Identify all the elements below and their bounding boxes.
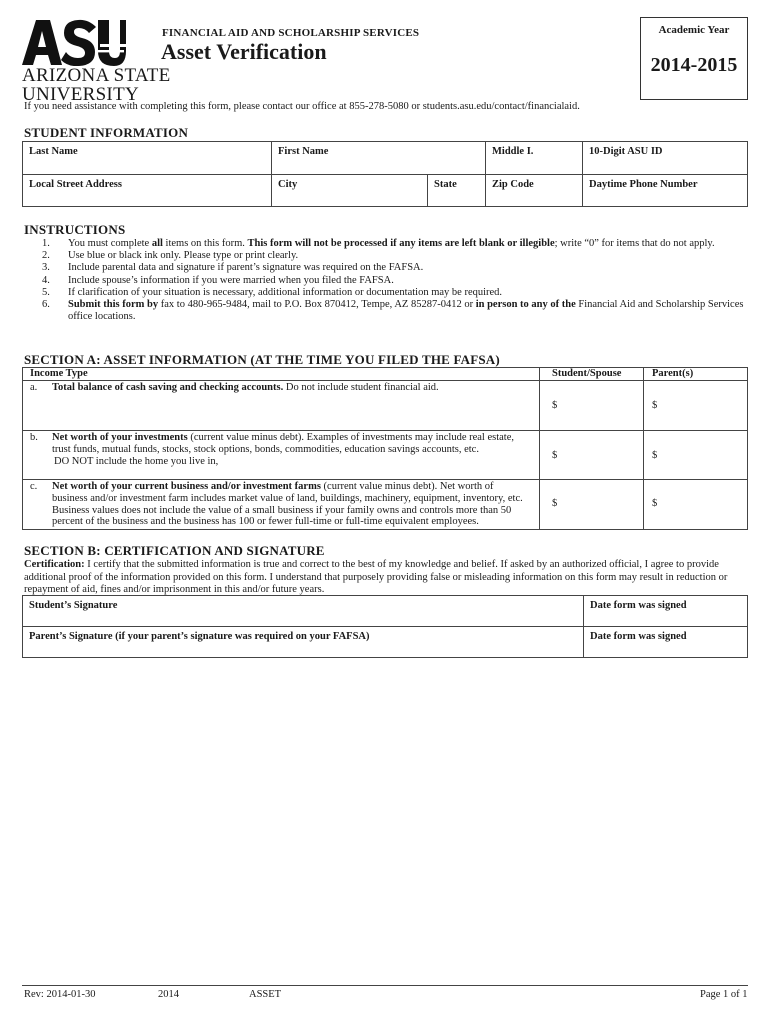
parent-date-label: Date form was signed [590, 631, 687, 642]
instruction-number: 4. [42, 274, 50, 286]
parent-amount-a[interactable] [644, 381, 748, 430]
asu-id-field[interactable] [582, 141, 748, 175]
instruction-bold: Submit this form by [68, 299, 159, 311]
instruction-number: 5. [42, 286, 50, 298]
student-info-heading: STUDENT INFORMATION [24, 125, 189, 140]
instruction-item [24, 262, 748, 274]
phone-field[interactable] [582, 174, 748, 207]
last-name-field[interactable] [22, 141, 272, 175]
instruction-text: fax to 480-965-9484, mail to P.O. Box 870412, Tempe, AZ 85287-0412 or [158, 299, 476, 311]
parents-header: Parent(s) [652, 368, 694, 379]
state-field[interactable] [427, 174, 486, 207]
academic-year-box [640, 17, 748, 100]
instruction-number: 1. [42, 238, 50, 249]
assistance-text: If you need assistance with completing this form, please contact our office at 855-278-5080 or students.asu.edu/contact/financialaid. [24, 101, 580, 112]
city-field[interactable] [271, 174, 428, 207]
footer-year: 2014 [158, 989, 179, 1000]
zip-field[interactable] [485, 174, 583, 207]
section-b-heading: SECTION B: CERTIFICATION AND SIGNATURE [24, 543, 325, 558]
instruction-number: 3. [42, 262, 50, 274]
parent-signature-label: Parent’s Signature (if your parent’s signature was required on your FAFSA) [29, 631, 370, 642]
university-name-line1: ARIZONA STATE [22, 65, 171, 86]
parent-date-field[interactable] [583, 626, 748, 658]
office-name: FINANCIAL AID AND SCHOLARSHIP SERVICES [162, 27, 420, 39]
academic-year-label: Academic Year [658, 24, 730, 36]
street-address-field[interactable] [22, 174, 272, 207]
row-text: Business values does not include the value of a small business if your family owns and controls more than 50 [52, 504, 512, 516]
row-text: DO NOT include the home you live in, [54, 455, 219, 467]
row-bold-text: Net worth of your current business and/or investment farms [52, 481, 321, 492]
zip-label: Zip Code [492, 179, 534, 190]
student-date-field[interactable] [583, 595, 748, 627]
row-text: (current value minus debt). Net worth of [320, 481, 494, 492]
instruction-bold: all [151, 238, 163, 249]
phone-label: Daytime Phone Number [589, 179, 698, 190]
instructions-list [24, 238, 748, 323]
asset-table [22, 367, 748, 530]
student-amount-c[interactable] [540, 480, 643, 530]
dollar-sign: $ [552, 498, 558, 509]
asu-wordmark-icon [22, 18, 126, 66]
instruction-text: items on this form. [162, 238, 248, 249]
student-signature-field[interactable] [22, 595, 584, 627]
certification-line: repayment of aid, fines and/or imprisonment in this and/or future years. [24, 584, 325, 595]
instruction-text: Financial Aid and Scholarship Services [575, 299, 744, 311]
student-amount-b[interactable] [540, 431, 643, 479]
instruction-item [24, 238, 748, 250]
page-number: Page 1 of 1 [700, 989, 748, 1000]
instruction-item [24, 299, 748, 323]
dollar-sign: $ [652, 498, 658, 509]
signature-grid [22, 595, 748, 658]
last-name-label: Last Name [29, 146, 78, 157]
income-type-header: Income Type [30, 368, 88, 379]
row-text: percent of the business and the business has 100 or fewer full-time or full-time equivalent employees. [52, 516, 479, 528]
instruction-item [24, 275, 748, 287]
instruction-bold: in person to any of the [475, 299, 576, 311]
city-label: City [278, 179, 298, 190]
instruction-text: ; write “0” for items that do not apply. [554, 238, 715, 249]
certification-line: additional proof of the information provided on this form. I understand that purposely providing false or misleading information on this form may result in reduction or [24, 571, 728, 583]
certification-line: I certify that the submitted information is true and correct to the best of my knowledge and belief. If asked by an authorized official, I agree to provide [84, 559, 719, 570]
student-signature-label: Student’s Signature [29, 600, 118, 611]
row-description [52, 481, 538, 528]
middle-initial-label: Middle I. [492, 146, 534, 157]
row-description [52, 432, 536, 467]
parent-signature-field[interactable] [22, 626, 584, 658]
instruction-item [24, 250, 748, 262]
state-label: State [434, 179, 457, 190]
parent-amount-b[interactable] [644, 431, 748, 479]
asu-id-label: 10-Digit ASU ID [589, 146, 663, 157]
first-name-field[interactable] [271, 141, 486, 175]
instruction-text: Include parental data and signature if parent’s signature was required on the FAFSA. [68, 262, 424, 274]
instructions-heading: INSTRUCTIONS [24, 222, 126, 237]
student-amount-a[interactable] [540, 381, 643, 430]
row-letter: c. [30, 481, 38, 492]
form-code: ASSET [249, 989, 282, 1000]
university-name-line2: UNIVERSITY [22, 84, 139, 105]
dollar-sign: $ [652, 400, 658, 411]
row-text: trust funds, mutual funds, stocks, stock options, bonds, commodities, education savings accounts, etc. [52, 443, 479, 455]
footer-rule [22, 985, 748, 986]
row-description [52, 382, 536, 394]
instruction-text: Include spouse’s information if you were married when you filed the FAFSA. [68, 274, 394, 286]
dollar-sign: $ [552, 400, 558, 411]
student-spouse-header: Student/Spouse [552, 368, 622, 379]
middle-initial-field[interactable] [485, 141, 583, 175]
instruction-text: You must complete [68, 238, 152, 249]
instruction-number: 2. [42, 250, 50, 262]
instruction-bold: This form will not be processed if any items are left blank or illegible [247, 238, 555, 249]
asu-logo [22, 18, 171, 105]
instruction-text: Use blue or black ink only. Please type or print clearly. [68, 250, 299, 262]
row-text: business and/or investment farm includes market value of land, buildings, machinery, equipment, inventory, etc. [52, 492, 523, 504]
certification-label: Certification: [24, 559, 85, 570]
street-address-label: Local Street Address [29, 179, 122, 190]
dollar-sign: $ [552, 450, 558, 461]
instruction-number: 6. [42, 299, 50, 311]
first-name-label: First Name [278, 146, 329, 157]
row-text: Do not include student financial aid. [283, 382, 439, 393]
row-letter: b. [30, 432, 38, 443]
row-text: (current value minus debt). Examples of investments may include real estate, [187, 432, 514, 443]
instruction-item [24, 287, 748, 299]
student-date-label: Date form was signed [590, 600, 687, 611]
row-bold-text: Net worth of your investments [52, 432, 188, 443]
row-letter: a. [30, 382, 38, 393]
section-a-heading: SECTION A: ASSET INFORMATION (AT THE TIME YOU FILED THE FAFSA) [24, 352, 500, 367]
form-title: Asset Verification [161, 39, 327, 64]
certification-text [24, 559, 750, 597]
academic-year-value: 2014-2015 [650, 54, 738, 76]
instruction-text: office locations. [68, 311, 136, 323]
dollar-sign: $ [652, 450, 658, 461]
revision-date: Rev: 2014-01-30 [24, 989, 96, 1000]
row-bold-text: Total balance of cash saving and checking accounts. [52, 382, 284, 393]
student-info-grid [22, 141, 748, 207]
parent-amount-c[interactable] [644, 480, 748, 530]
instruction-text: If clarification of your situation is necessary, additional information or documentation may be required. [68, 286, 503, 298]
